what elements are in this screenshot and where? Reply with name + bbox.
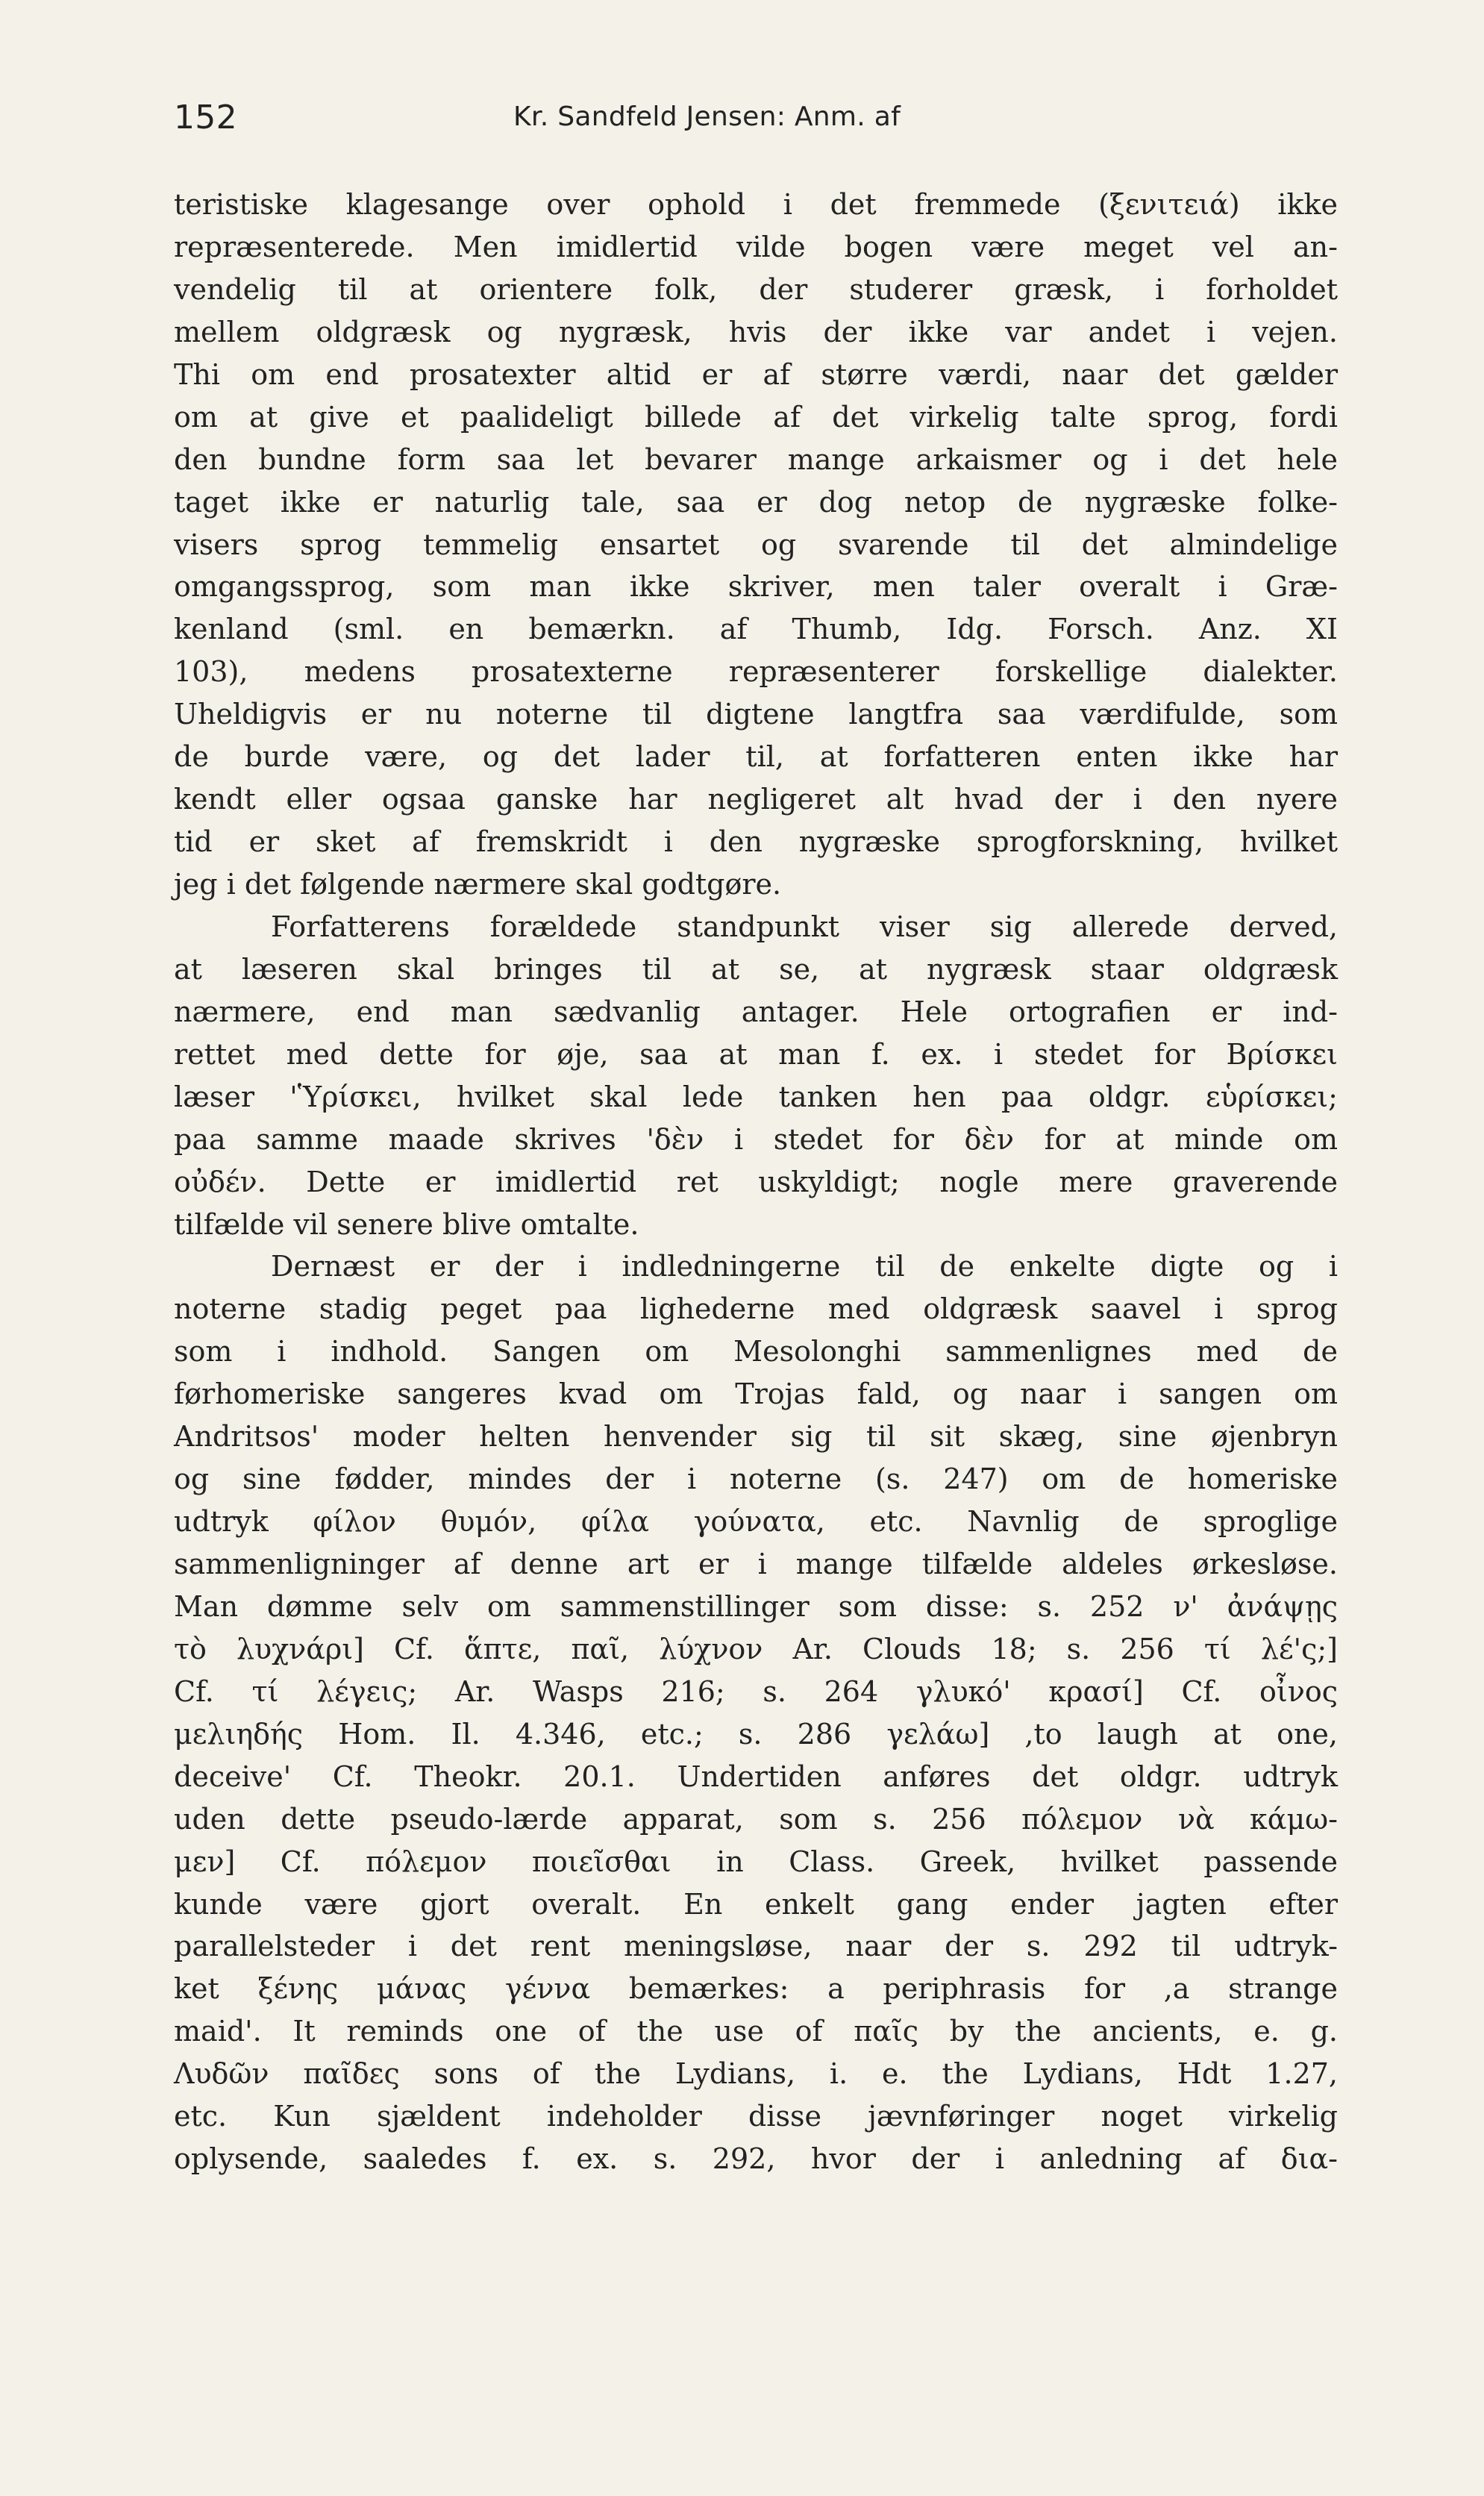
text-line: Cf. τί λέγεις; Ar. Wasps 216; s. 264 γλυκό' κρασί] Cf. οἶνος [174,1674,1338,1708]
text-line: nærmere, end man sædvanlig antager. Hele ortografien er ind- [174,995,1338,1028]
text-line: som i indhold. Sangen om Mesolonghi sammenlignes med de [174,1335,1338,1369]
text-line: Man dømme selv om sammenstillinger som disse: s. 252 ν' ἀνάψῃς [174,1589,1338,1623]
paragraph-2 [174,906,1338,1246]
text-line: at læseren skal bringes til at se, at nygræsk staar oldgræsk [174,952,1338,986]
text-line: oplysende, saaledes f. ex. s. 292, hvor der i anledning af δια- [174,2142,1338,2176]
text-line: 103), medens prosatexterne repræsenterer forskellige dialekter. [174,655,1338,689]
text-line: de burde være, og det lader til, at forfatteren enten ikke har [174,740,1338,774]
text-line: og sine fødder, mindes der i noterne (s. 247) om de homeriske [174,1463,1338,1496]
text-line: Uheldigvis er nu noterne til digtene langtfra saa værdifulde, som [174,698,1338,731]
text-line: rettet med dette for øje, saa at man f. ex. i stedet for Βρίσκει [174,1037,1338,1071]
text-line: Andritsos' moder helten henvender sig til sit skæg, sine øjenbryn [174,1420,1338,1454]
text-line: førhomeriske sangeres kvad om Trojas fald, og naar i sangen om [174,1377,1338,1411]
text-line: kenland (sml. en bemærkn. af Thumb, Idg. Forsch. Anz. XI [174,613,1338,646]
paragraph-1 [174,184,1338,906]
text-line: kunde være gjort overalt. En enkelt gang ender jagten efter [174,1887,1338,1921]
text-line: Thi om end prosatexter altid er af større værdi, naar det gælder [174,357,1338,391]
text-line: kendt eller ogsaa ganske har negligeret alt hvad der i den nyere [174,783,1338,816]
text-line: jeg i det følgende nærmere skal godtgøre. [174,868,782,901]
text-line: vendelig til at orientere folk, der studerer græsk, i forholdet [174,272,1338,306]
text-line: οὐδέν. Dette er imidlertid ret uskyldigt; nogle mere graverende [174,1165,1338,1198]
text-line: tilfælde vil senere blive omtalte. [174,1207,639,1241]
text-line: paa samme maade skrives 'δὲν i stedet for δὲν for at minde om [174,1122,1338,1156]
text-line: om at give et paalideligt billede af det virkelig talte sprog, fordi [174,400,1338,434]
text-line: den bundne form saa let bevarer mange arkaismer og i det hele [174,442,1338,476]
text-line: etc. Kun sjældent indeholder disse jævnføringer noget virkelig [174,2100,1338,2133]
page-header [174,96,1484,143]
body-text [174,184,1338,2180]
text-line: teristiske klagesange over ophold i det fremmede (ξενιτειά) ikke [174,188,1338,221]
text-line: mellem oldgræsk og nygræsk, hvis der ikke var andet i vejen. [174,315,1338,348]
text-line: Λυδῶν παῖδες sons of the Lydians, i. e. the Lydians, Hdt 1.27, [174,2057,1338,2091]
text-line: parallelsteder i det rent meningsløse, naar der s. 292 til udtryk- [174,1930,1338,1963]
text-line: udtryk φίλον θυμόν, φίλα γούνατα, etc. Navnlig de sproglige [174,1505,1338,1539]
text-line: tid er sket af fremskridt i den nygræske sprogforskning, hvilket [174,825,1338,859]
text-line: sammenligninger af denne art er i mange tilfælde aldeles ørkesløse. [174,1548,1338,1580]
page-number: 152 [174,98,237,137]
text-line: μεν] Cf. πόλεμον ποιεῖσθαι in Class. Greek, hvilket passende [174,1845,1338,1878]
text-line: τὸ λυχνάρι] Cf. ἅπτε, παῖ, λύχνον Ar. Clouds 18; s. 256 τί λέ'ς;] [174,1632,1338,1665]
text-line: taget ikke er naturlig tale, saa er dog netop de nygræske folke- [174,485,1338,519]
text-line: noterne stadig peget paa lighederne med oldgræsk saavel i sprog [174,1292,1338,1326]
text-line: Dernæst er der i indledningerne til de enkelte digte og i [271,1250,1338,1283]
running-title: Kr. Sandfeld Jensen: Anm. af [513,101,901,132]
text-line: repræsenterede. Men imidlertid vilde bogen være meget vel an- [174,230,1338,263]
paragraph-3 [174,1245,1338,2180]
text-line: læser 'Ὑρίσκει, hvilket skal lede tanken hen paa oldgr. εὑρίσκει; [174,1080,1338,1113]
text-line: μελιηδής Hom. Il. 4.346, etc.; s. 286 γελάω] ,to laugh at one, [174,1717,1338,1751]
text-line: maid'. It reminds one of the use of παῖς by the ancients, e. g. [174,2015,1338,2048]
text-line: visers sprog temmelig ensartet og svarende til det almindelige [174,528,1338,561]
text-line: omgangssprog, som man ikke skriver, men taler overalt i Græ- [174,570,1338,604]
text-line: Forfatterens forældede standpunkt viser sig allerede derved, [271,910,1338,943]
text-line: ket ξένης μάνας γέννα bemærkes: a periphrasis for ,a strange [174,1972,1338,2006]
text-line: uden dette pseudo-lærde apparat, som s. 256 πόλεμον νὰ κάμω- [174,1802,1338,1836]
text-line: deceive' Cf. Theokr. 20.1. Undertiden anføres det oldgr. udtryk [174,1760,1338,1793]
